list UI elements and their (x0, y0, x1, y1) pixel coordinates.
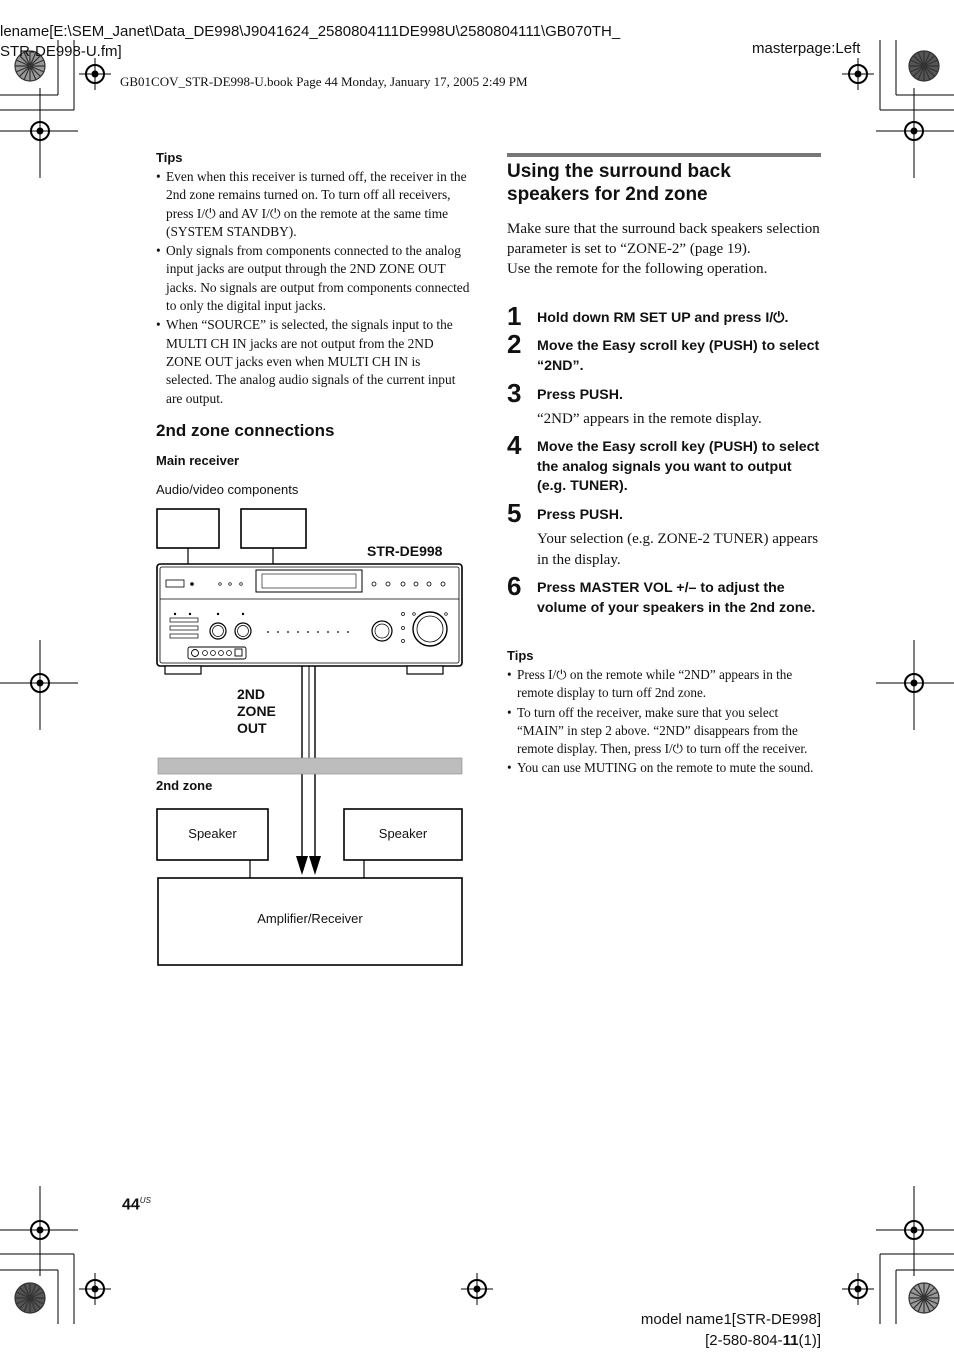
tips-list (507, 666, 821, 778)
zone-out-line: ZONE (237, 703, 276, 719)
section-title-line: speakers for 2nd zone (507, 184, 708, 205)
zone-separator (158, 758, 462, 774)
step-number: 4 (507, 430, 522, 460)
header-filename (0, 22, 620, 62)
tip-item: • To turn off the receiver, make sure that you select “MAIN” in step 2 above. “2ND” disappears from the remote display. Then, press I/⏻ to turn off the receiver. (507, 704, 821, 759)
header-masterpage: masterpage:Left (752, 40, 861, 57)
footer-part-number (705, 1332, 821, 1349)
step-text: Press PUSH. (537, 507, 623, 523)
step-number: 3 (507, 378, 522, 408)
tips-heading: Tips (156, 150, 183, 165)
tip-item: • Even when this receiver is turned off, the receiver in the 2nd zone remains turned on. To turn off all receivers, press I/⏻ and AV I/⏻ on the remote at the same time (SYSTEM STANDBY). (156, 168, 470, 241)
connections-heading: 2nd zone connections (156, 421, 335, 440)
step-text: Press MASTER VOL +/– to adjust the volume of your speakers in the 2nd zone. (537, 580, 816, 616)
zone-out-label (237, 686, 276, 737)
section-title (507, 160, 821, 206)
zone-out-line: OUT (237, 720, 267, 736)
intro-text-2: Use the remote for the following operation. (507, 261, 768, 277)
header-book-info: GB01COV_STR-DE998-U.book Page 44 Monday, January 17, 2005 2:49 PM (120, 74, 528, 89)
step-3 (507, 378, 821, 430)
header-filename-line2: STR-DE998-U.fm] (0, 43, 122, 60)
intro-text: Make sure that the surround back speakers selection parameter is set to “ZONE-2” (page 19). (507, 221, 820, 257)
step-number: 5 (507, 498, 522, 528)
step-text: Press PUSH. (537, 387, 623, 403)
receiver-illustration (157, 564, 462, 674)
step-number: 1 (507, 301, 522, 331)
part-number-a: [2-580-804- (705, 1332, 783, 1349)
left-tips (156, 150, 470, 409)
arrow-head (296, 856, 308, 875)
model-label: STR-DE998 (367, 543, 443, 559)
tip-item: • Press I/⏻ on the remote while “2ND” appears in the remote display to turn off 2nd zone. (507, 666, 821, 703)
connection-diagram (150, 500, 470, 970)
step-6 (507, 571, 821, 618)
part-number-c: (1)] (798, 1332, 821, 1349)
zone-out-line: 2ND (237, 686, 266, 702)
main-receiver-label: Main receiver (156, 453, 240, 468)
step-5 (507, 498, 821, 571)
page-number-suffix: US (139, 1196, 151, 1205)
step-subtext: “2ND” appears in the remote display. (537, 410, 762, 427)
tip-item: • You can use MUTING on the remote to mute the sound. (507, 759, 821, 777)
speaker-right-label: Speaker (378, 826, 428, 841)
speaker-left-label: Speaker (188, 826, 237, 841)
step-subtext: Your selection (e.g. ZONE-2 TUNER) appears in the display. (537, 530, 819, 568)
components-label: Audio/video components (156, 482, 299, 497)
part-number-b: 11 (782, 1332, 799, 1349)
step-number: 2 (507, 329, 522, 359)
tip-item: • Only signals from components connected to the analog input jacks are output through the 2ND ZONE OUT jacks. No signals are output from components connected to only the digital input jacks. (156, 242, 470, 315)
step-text: Hold down RM SET UP and press I/⏻. (537, 310, 789, 326)
section-rule (507, 153, 821, 157)
tips-heading: Tips (507, 648, 534, 663)
right-tips (507, 648, 821, 779)
component-box-2 (241, 509, 306, 548)
step-4 (507, 430, 821, 497)
step-number: 6 (507, 571, 522, 601)
header-filename-line1: lename[E:\SEM_Janet\Data_DE998\J9041624_2580804111DE998U\2580804111\GB070TH_ (0, 23, 621, 40)
amplifier-label: Amplifier/Receiver (257, 911, 363, 926)
footer-model-name: model name1[STR-DE998] (640, 1311, 821, 1328)
tips-list (156, 168, 470, 408)
step-1 (507, 301, 821, 331)
page-number (122, 1196, 151, 1214)
zone2-label: 2nd zone (156, 778, 213, 793)
page-number-value: 44 (122, 1196, 140, 1214)
intro (507, 219, 821, 279)
arrow-head (309, 856, 321, 875)
step-text: Move the Easy scroll key (PUSH) to select the analog signals you want to output (e.g. TUNER). (537, 439, 820, 494)
tip-item: • When “SOURCE” is selected, the signals input to the MULTI CH IN jacks are not output from the 2ND ZONE OUT jacks even when MULTI CH IN is selected. The analog audio signals of the current input are output. (156, 316, 470, 407)
section-title-line: Using the surround back (507, 161, 731, 182)
step-text: Move the Easy scroll key (PUSH) to select “2ND”. (537, 338, 820, 374)
component-box-1 (157, 509, 219, 548)
step-2 (507, 329, 821, 376)
